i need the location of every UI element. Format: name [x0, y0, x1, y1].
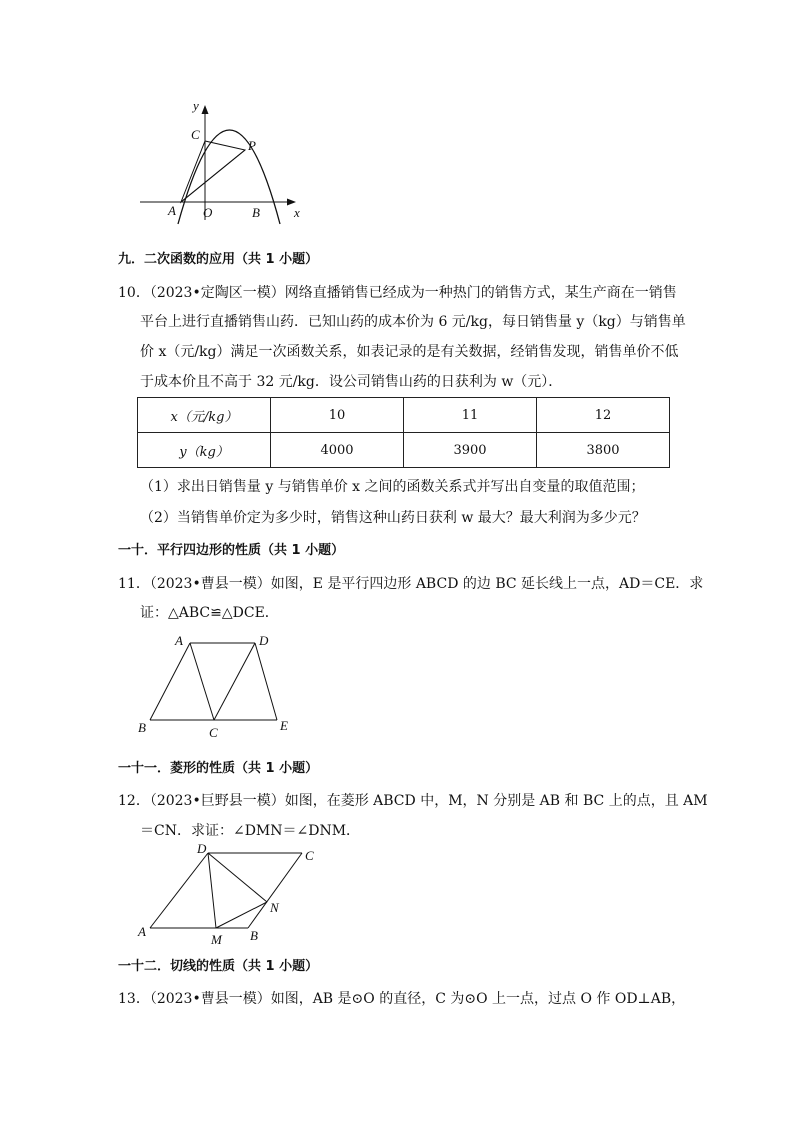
- q13-text-line-1: 13．（2023•曹县一模）如图，AB 是⊙O 的直径，C 为⊙O 上一点，过点 O 作 OD⊥AB，: [118, 991, 686, 1007]
- point-a-label: A: [138, 924, 146, 939]
- table-row: [138, 433, 670, 468]
- table-cell: 11: [404, 398, 537, 433]
- rhombus-figure: [130, 838, 330, 948]
- point-b-label: B: [252, 205, 260, 220]
- section-heading-12: 一十二．切线的性质（共 1 小题）: [118, 959, 319, 974]
- axis-x-label: x: [294, 205, 300, 220]
- q10-text-line-1: 10．（2023•定陶区一模）网络直播销售已经成为一种热门的销售方式，某生产商在一销售: [118, 285, 677, 301]
- point-d-label: D: [197, 841, 207, 856]
- q11-text-line-1: 11．（2023•曹县一模）如图，E 是平行四边形 ABCD 的边 BC 延长线上一点，AD＝CE．求: [118, 576, 704, 592]
- section-heading-9: 九．二次函数的应用（共 1 小题）: [118, 252, 319, 267]
- parabola-figure: [130, 96, 310, 226]
- point-d-label: D: [259, 633, 269, 648]
- point-p-label: P: [248, 138, 256, 153]
- q12-text-line-2: ＝CN．求证：∠DMN＝∠DNM．: [140, 823, 361, 839]
- point-e-label: E: [280, 718, 288, 733]
- point-m-label: M: [211, 932, 222, 947]
- axis-y-label: y: [193, 98, 199, 113]
- table-cell: 12: [537, 398, 670, 433]
- q10-text-line-4: 于成本价且不高于 32 元/kg．设公司销售山药的日获利为 w（元）．: [140, 374, 563, 390]
- point-c-label: C: [305, 848, 314, 863]
- q11-text-line-2: 证：△ABC≌△DCE．: [140, 605, 279, 621]
- table-cell: y（kg）: [138, 433, 271, 468]
- point-c-label: C: [191, 127, 200, 142]
- price-sales-table: [137, 397, 670, 468]
- point-b-label: B: [138, 720, 146, 735]
- point-o-label: O: [203, 205, 213, 220]
- q10-subquestion-2: （2）当销售单价定为多少时，销售这种山药日获利 w 最大？最大利润为多少元？: [140, 510, 646, 526]
- parallelogram-figure: [130, 625, 305, 743]
- table-row: [138, 398, 670, 433]
- q10-subquestion-1: （1）求出日销售量 y 与销售单价 x 之间的函数关系式并写出自变量的取值范围；: [140, 479, 645, 495]
- point-b-label: B: [250, 928, 258, 943]
- point-a-label: A: [168, 203, 176, 218]
- point-c-label: C: [209, 725, 218, 740]
- table-cell: 10: [271, 398, 404, 433]
- point-n-label: N: [270, 900, 279, 915]
- section-heading-11: 一十一．菱形的性质（共 1 小题）: [118, 761, 319, 776]
- point-a-label: A: [175, 633, 183, 648]
- q10-text-line-2: 平台上进行直播销售山药．已知山药的成本价为 6 元/kg，每日销售量 y（kg）与销售单: [140, 314, 686, 330]
- table-cell: 3800: [537, 433, 670, 468]
- table-cell: 4000: [271, 433, 404, 468]
- q12-text-line-1: 12．（2023•巨野县一模）如图，在菱形 ABCD 中，M，N 分别是 AB 和 BC 上的点，且 AM: [118, 793, 708, 809]
- section-heading-10: 一十．平行四边形的性质（共 1 小题）: [118, 543, 345, 558]
- table-cell: x（元/kg）: [138, 398, 271, 433]
- table-cell: 3900: [404, 433, 537, 468]
- q10-text-line-3: 价 x（元/kg）满足一次函数关系，如表记录的是有关数据，经销售发现，销售单价不低: [140, 344, 679, 360]
